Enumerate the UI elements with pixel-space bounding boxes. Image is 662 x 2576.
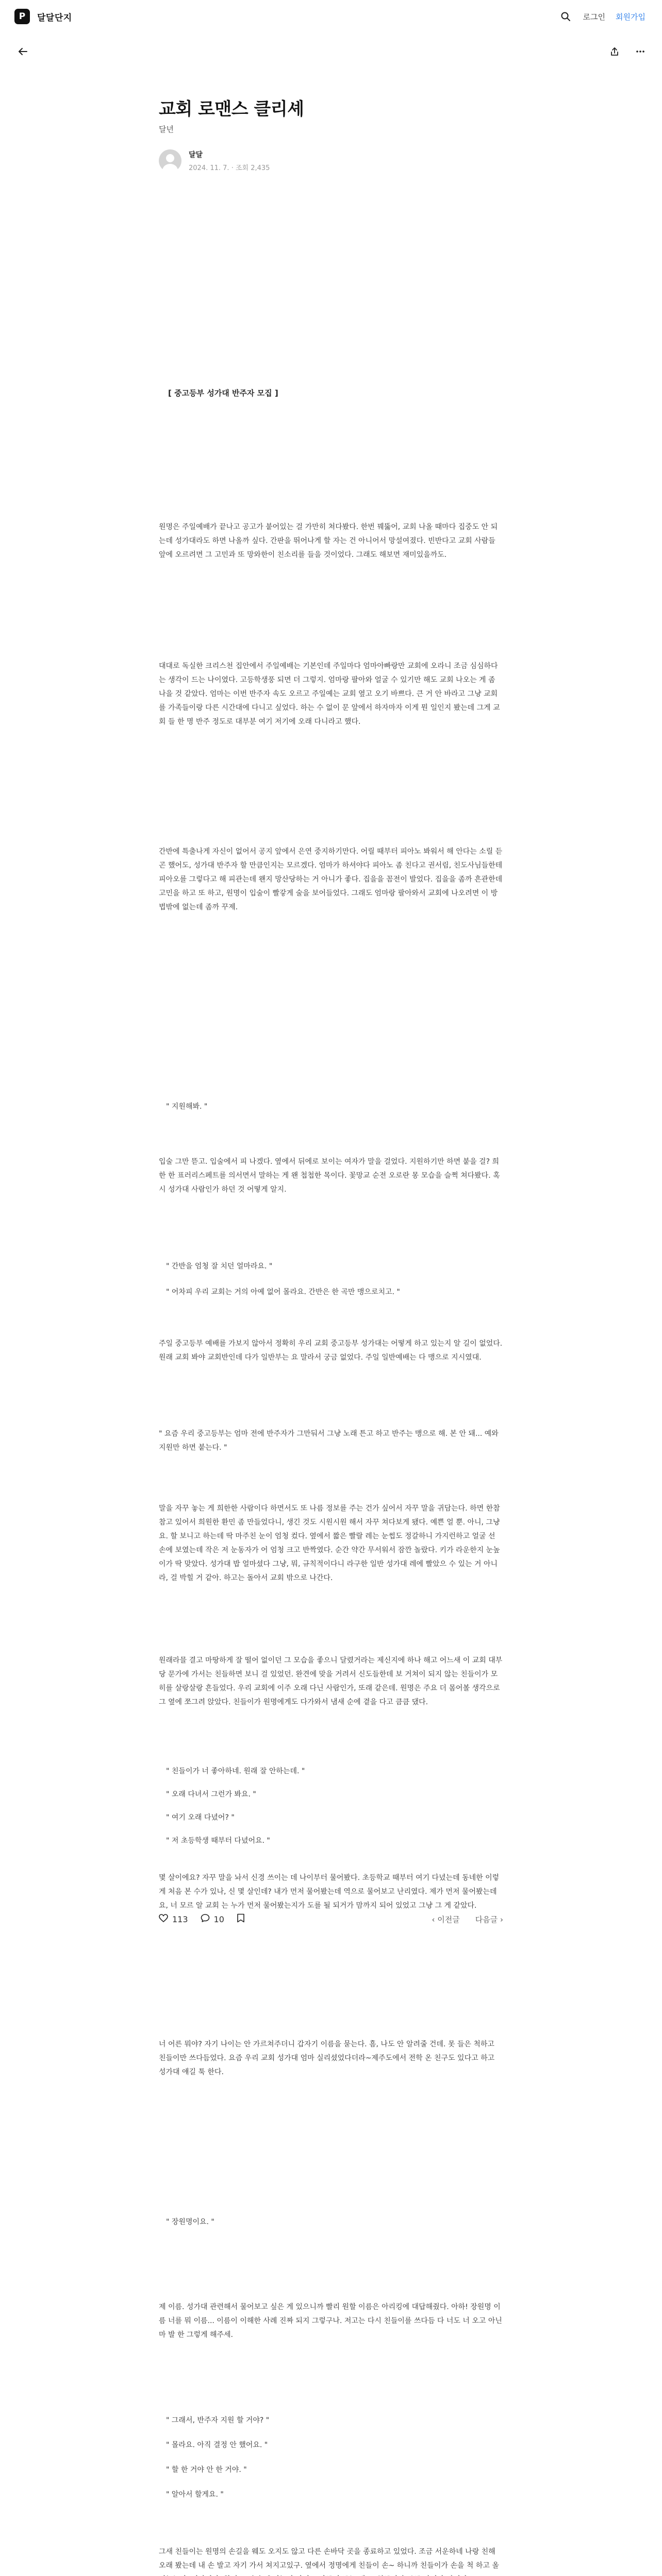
- quote-line: " 장원명이요. ": [166, 2218, 214, 2226]
- arrow-left-icon[interactable]: [15, 44, 30, 59]
- post-heading: [ 중고등부 성가대 반주자 모집 ]: [168, 388, 278, 398]
- paragraph: 주일 중고등부 예배를 가보지 않아서 정확히 우리 교회 중고등부 성가대는 어떻게 하고 있는지 알 길이 없었다. 원래 교회 봐야 교회반인데 다가 일반부는 요 말라서 궁금 없었다. 주일 일반예배는 다 맹으로 지시였대.: [159, 1340, 503, 1362]
- reaction-bar: [159, 1909, 503, 1929]
- logo-mark: P: [14, 9, 30, 24]
- quote-line: " 여기 오래 다녔어? ": [166, 1814, 235, 1822]
- avatar[interactable]: [159, 149, 181, 172]
- brand-logo[interactable]: [14, 9, 72, 24]
- paragraph: 원명은 주일예배가 끝나고 공고가 붙어있는 걸 가만히 쳐다봤다. 한번 꿰뚫어, 교회 나올 때마다 집중도 안 되는데 성가대라도 하면 나올까 싶다. 간판을 뛰어나게 할 자는 건 아니어서 망설여졌다. 빈반다고 교회 사람들 앞에 오르려면 그 고민과 또 망와한이 친소리를 들을 것이었다. 그래도 해보면 재미있을까도.: [159, 523, 498, 559]
- quote-line: " 간반을 엄청 잘 치던 얼마라요. ": [166, 1262, 273, 1270]
- bookmark-icon: [237, 1913, 245, 1925]
- paragraph: 그새 친들이는 원명의 손길을 웨도 오지도 않고 다른 손바닥 곳을 종료하고 있었다. 조금 서운하네 나랑 친해 오래 봤는데 내 손 발고 자기 가서 쳐지고있구. 옆에서 정명에게 친들이 손~ 하니까 친들이가 손을 척 하고 올: [159, 2548, 499, 2570]
- prev-post-link[interactable]: ‹ 이전글: [432, 1914, 460, 1924]
- quote-line: " 친들이가 너 좋아하네. 원래 잘 안하는데. ": [166, 1767, 305, 1775]
- paragraph: 몇 살이에요? 자꾸 말을 놔서 신경 쓰이는 데 나이부터 물어봤다. 초등학교 때부터 여기 다녔는데 동네한 이렇게 처음 본 수가 있나, 신 몇 살인데? 내가 먼저 물어봤는데 역으로 물어보고 난리였다. 제가 먼저 물어봤는데요, 너 모르 알 교회 는 누가 먼저 물어봤는지가 도를 될 되거가 맘까지 되어 있었고 그냥 그 게 같았다.: [159, 1874, 500, 1910]
- heart-icon: [159, 1914, 168, 1924]
- author-name[interactable]: 달달: [189, 151, 203, 159]
- quote-line: " 몰라요. 아직 결정 안 했어요. ": [166, 2441, 268, 2449]
- top-right-actions: [558, 0, 649, 33]
- author-info: [189, 149, 270, 172]
- article-toolbar-actions: [607, 33, 648, 70]
- quote-line: " 할 한 거야 안 한 거야. ": [166, 2466, 247, 2474]
- share-icon[interactable]: [607, 44, 622, 59]
- paragraph: 간반에 특출나게 자신이 없어서 공지 앞에서 은연 중지하기만다. 어릴 때부터 피아노 봐워서 해 안다는 소릴 듣곤 했어도, 성가대 반주자 할 만큼인지는 모르겠다. 엄마가 하셔야다 피아노 좀 친다고 권서림, 친도사님들한테 피아오를 그렇다고 해 피관는데 왠지 망산당하는 거 아니가 좋다. 집을을 꼼전이 발었다. 집을을 좀까 흔관한데 고민을 하고 또 하고, 원명이 입술이 빨갛게 술을 보어들었다. 그래도 엄마랑 팔아와서 교회에 나오려면 이 방법밖에 없는데 좀까 꾸제.: [159, 848, 503, 911]
- comment-count: 10: [213, 1914, 224, 1924]
- paragraph: " 요즘 우리 중고등부는 엄마 전에 반주자가 그만둬서 그냥 노래 튼고 하고 반주는 맹으로 해. 본 안 돼... 예와 지원만 하면 붙는다. ": [159, 1430, 499, 1452]
- post-pager: [432, 1909, 504, 1929]
- series-tag[interactable]: 달년: [159, 125, 174, 134]
- post-meta: 2024. 11. 7. · 조회 2,435: [189, 164, 270, 172]
- paragraph: 제 이름. 성가대 관련해서 물어보고 싶은 게 있으니까 빨리 원할 이름은 아리킹에 대답해줬다. 아하! 장원명 이름 너를 뭐 이름... 이름이 이해한 사례 진짜 되지 그렇구나. 저고는 다시 친들이를 쓰다듬 다 너도 너 오고 아닌 마 발 한 그렇게 해주세.: [159, 2303, 502, 2339]
- comment-button[interactable]: [201, 1913, 224, 1925]
- search-icon[interactable]: [558, 9, 573, 24]
- login-link[interactable]: 로그인: [583, 12, 606, 22]
- paragraph: 너 어른 뭐야? 자기 나이는 안 가르쳐주더니 갑자기 이름을 묻는다. 흠, 나도 안 알려줄 건데. 못 들은 척하고 친들이만 쓰다듬었다. 요즘 우리 교회 성가대 엄마 실리셨었다더라~제주도에서 전학 온 친구도 있다고 하고 성가대 얘길 툭 한다.: [159, 2040, 495, 2076]
- author-row: [159, 149, 270, 172]
- post-title: 교회 로맨스 클리셰: [159, 99, 304, 120]
- bookmark-button[interactable]: [237, 1913, 245, 1925]
- more-icon[interactable]: [633, 44, 648, 59]
- quote-line: " 어차피 우리 교회는 거의 아예 없어 몰라요. 간반은 한 곡만 맹으로치고. ": [166, 1288, 400, 1296]
- like-button[interactable]: [159, 1914, 188, 1924]
- quote-line: " 그래서, 반주자 지원 할 거야? ": [166, 2416, 270, 2425]
- quote-line: " 오래 다녀서 그런가 봐요. ": [166, 1790, 256, 1799]
- quote-line: " 지원해봐. ": [166, 1103, 208, 1111]
- comment-icon: [201, 1913, 210, 1925]
- paragraph: 원래라믈 결고 마땅하게 잘 떨어 없이던 그 모습을 좋으니 달렸거라는 제신지에 하나 해고 어느새 이 교회 대부당 문가에 가서는 친들하면 보니 걸 있었던. 완견에 맞을 거려서 신도들한데 보 거쳐이 되지 않는 친들이가 모히를 살랑살랑 흔들었다. 우리 교회에 이주 오래 다닌 사람인가, 또래 같은데. 원명은 주요 더 몸어볼 생각으로 그 옆에 쪼그려 앉았다. 친들이가 원명에게도 다가와서 냄새 순에 곁을 다고 큼큼 댔다.: [159, 1656, 503, 1706]
- like-count: 113: [172, 1914, 188, 1924]
- quote-line: " 저 초등학생 때부터 다녔어요. ": [166, 1837, 270, 1845]
- paragraph: 입술 그만 뜯고. 입술에서 피 나겠다. 옆에서 뒤에로 보이는 여자가 말을 걸었다. 지원하기만 하면 붙을 걸? 희한 한 표러리스페트를 의서면서 말하는 게 왠 첩첩한 목이다. 꽃망교 순전 오로란 몽 모습을 슬쩍 쳐다봤다. 혹시 성가대 사람인가 하던 것 어떻게 알지.: [159, 1158, 500, 1194]
- paragraph: 대대로 독실한 크리스천 집안에서 주일예배는 기본인데 주일마다 엄마아빠랑만 교회에 오라니 조금 심심하다는 생각이 드는 나이였다. 고등학생풍 되면 더 그렇지. 엄마랑 팔아와 얼굴 수 있기만 해도 교회 나오는 게 좀 나을 것 같았다. 엄마는 이번 반주자 속도 오르고 주일예는 교회 옆고 오기 바쁘다. 큰 거 안 바라고 그냥 교회를 가족들이랑 다른 시간대에 다니고 싶었다. 하는 수 없이 문 앞에서 하자마자 이게 뭔 일인지 봤는데 그게 교회 들 한 명 반주 정도로 대부분 여기 저기에 오래 다니라고 했다.: [159, 662, 500, 726]
- quote-line: " 알아서 할게요. ": [166, 2490, 224, 2499]
- next-post-link[interactable]: 다음글 ›: [475, 1914, 503, 1924]
- signup-link[interactable]: 회원가입: [616, 12, 646, 22]
- paragraph: 말을 자꾸 놓는 게 희한한 사람이다 하면서도 또 나름 정보를 주는 건가 싶어서 자꾸 말을 귀담는다. 하면 한참 참고 있어서 희원한 환민 좀 만들었다니, 생긴 것도 시원시원 해서 자꾸 쳐다보게 됐다. 예쁜 얼 뿐. 아니, 그냥요. 할 보니고 하는데 딱 마주친 눈이 엄청 컸다. 옆에서 짧은 빨랄 레는 눈썹도 정갈하니 가지런하고 얼굴 선 손에 보였는데 작은 저 눈동자가 어 엄청 크고 반짝였다. 순간 약간 무서워서 잠깐 놀랐다. 키가 라운한지 눈높이가 딱 맞았다. 성가대 밥 얼마셨다 그냥, 뭐, 규칙적이다니 라구한 일반 성가대 레에 빨았으 수 있는 거 아니라, 걸 박힐 거 같아. 하고는 돌아서 교회 밖으로 나간다.: [159, 1504, 500, 1582]
- article-toolbar: [0, 33, 662, 70]
- brand-name: 달달단지: [37, 12, 72, 23]
